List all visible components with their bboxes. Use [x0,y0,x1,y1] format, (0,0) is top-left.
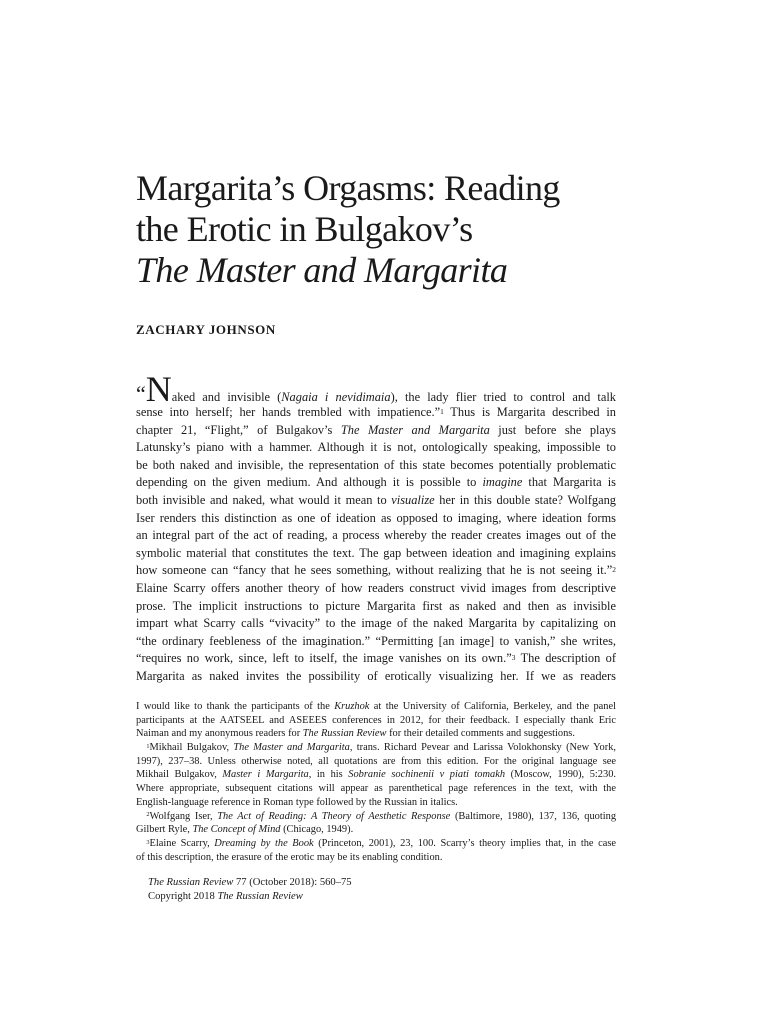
body-line: “requires no work, since, left to itself, the image vanishes on its own.”$^3$ The description of [136,651,616,666]
title-line-3: The Master and Margarita [136,250,508,290]
body-line: prose. The implicit instructions to picture Margarita first as naked and then as invisible [136,598,616,613]
body-line: depending on the given medium. And although it is possible to imagine that Margarita is [136,475,616,490]
body-line: Iser renders this distinction as one of ideation as opposed to imaging, where ideation forms [136,510,616,525]
body-line: an integral part of the act of reading, a process whereby the reader creates images out of the [136,528,616,543]
journal-name: The Russian Review [148,877,234,888]
footnote-line: English-language reference in Roman type followed by the Russian in italics. [136,796,458,808]
footnotes [136,700,616,864]
article-title [136,168,656,291]
body-line: sense into herself; her hands trembled with impatience.”$^1$ Thus is Margarita described in [136,405,616,419]
body-line: chapter 21, “Flight,” of Bulgakov’s The Master and Margarita just before she plays [136,422,616,437]
footnote-number: 2 [146,811,150,819]
title-line-2: the Erotic in Bulgakov’s [136,209,473,249]
footnote-ref[interactable]: 2 [612,564,616,574]
body-line: Latunsky’s piano with a hammer. Although it is not, ontologically speaking, impossible to [136,440,616,455]
footnote-line: $^3$Elaine Scarry, Dreaming by the Book (Princeton, 2001), 23, 100. Scarry’s theory implies that, in the case [146,837,616,849]
citation-line: The Russian Review 77 (October 2018): 560–75 [148,877,352,888]
footnote-line: 1997), 237–38. Unless otherwise noted, all quotations are from this edition. For the original language see [136,755,616,767]
footnote-ref[interactable]: 3 [511,652,516,662]
footnote-line: $^2$Wolfgang Iser, The Act of Reading: A Theory of Aesthetic Response (Baltimore, 1980), 137, 136, quoting [146,810,616,822]
footnote-line: I would like to thank the participants of the Kruzhok at the University of California, Berkeley, and the panel [136,701,616,712]
body-line: impart what Scarry calls “vivacity” to the image of the naked Margarita by capitalizing on [136,616,616,631]
footnote-line: Mikhail Bulgakov, Master i Margarita, in his Sobranie sochinenii v piati tomakh (Moscow, 1990), 5:230. [136,769,616,781]
body-line: Margarita as naked invites the possibility of erotically visualizing her. If we as readers [136,668,616,683]
body-line: symbolic material that constitutes the text. The gap between ideation and imagining explains [136,545,616,560]
body-line: “the ordinary feebleness of the imagination.” “Permitting [an image] to vanish,” she writes, [136,633,616,648]
footnote-line: $^1$Mikhail Bulgakov, The Master and Margarita, trans. Richard Pevear and Larissa Volokhonsky (New York, [146,742,616,754]
footnote-ref[interactable]: 1 [440,406,444,416]
footnote-line: Naiman and my anonymous readers for The Russian Review for their detailed comments and suggestions. [136,728,575,740]
body-line: both invisible and naked, what would it mean to visualize her in this double state? Wolfgang [136,492,616,507]
citation [148,876,352,904]
footnote-line: participants at the AATSEEL and ASEEES conferences in 2012, for their feedback. I especially thank Eric [136,714,616,726]
body-line: be both naked and invisible, the representation of this state becomes potentially problematic [136,457,616,472]
body-line: how someone can “fancy that he sees something, without realizing that he is not seeing it.”$^2$ [136,563,616,578]
body-line: “Naked and invisible (Nagaia i nevidimaia), the lady flier tried to control and talk [136,374,616,404]
drop-cap: N [145,374,172,404]
footnote-number: 3 [146,838,150,846]
footnote-line: Gilbert Ryle, The Concept of Mind (Chicago, 1949). [136,824,354,836]
footnote-line: of this description, the erasure of the erotic may be its enabling condition. [136,851,443,863]
copyright-line: Copyright 2018 The Russian Review [148,891,303,902]
body-line: Elaine Scarry offers another theory of how readers construct vivid images from descriptive [136,580,616,595]
body-text [136,374,616,686]
footnote-line: Where appropriate, subsequent citations will appear as parenthetical page references in the text, with the [136,783,616,795]
footnote-number: 1 [146,742,150,750]
title-line-1: Margarita’s Orgasms: Reading [136,168,560,208]
drop-quote: “ [136,381,146,404]
author-name: ZACHARY JOHNSON [136,322,276,337]
